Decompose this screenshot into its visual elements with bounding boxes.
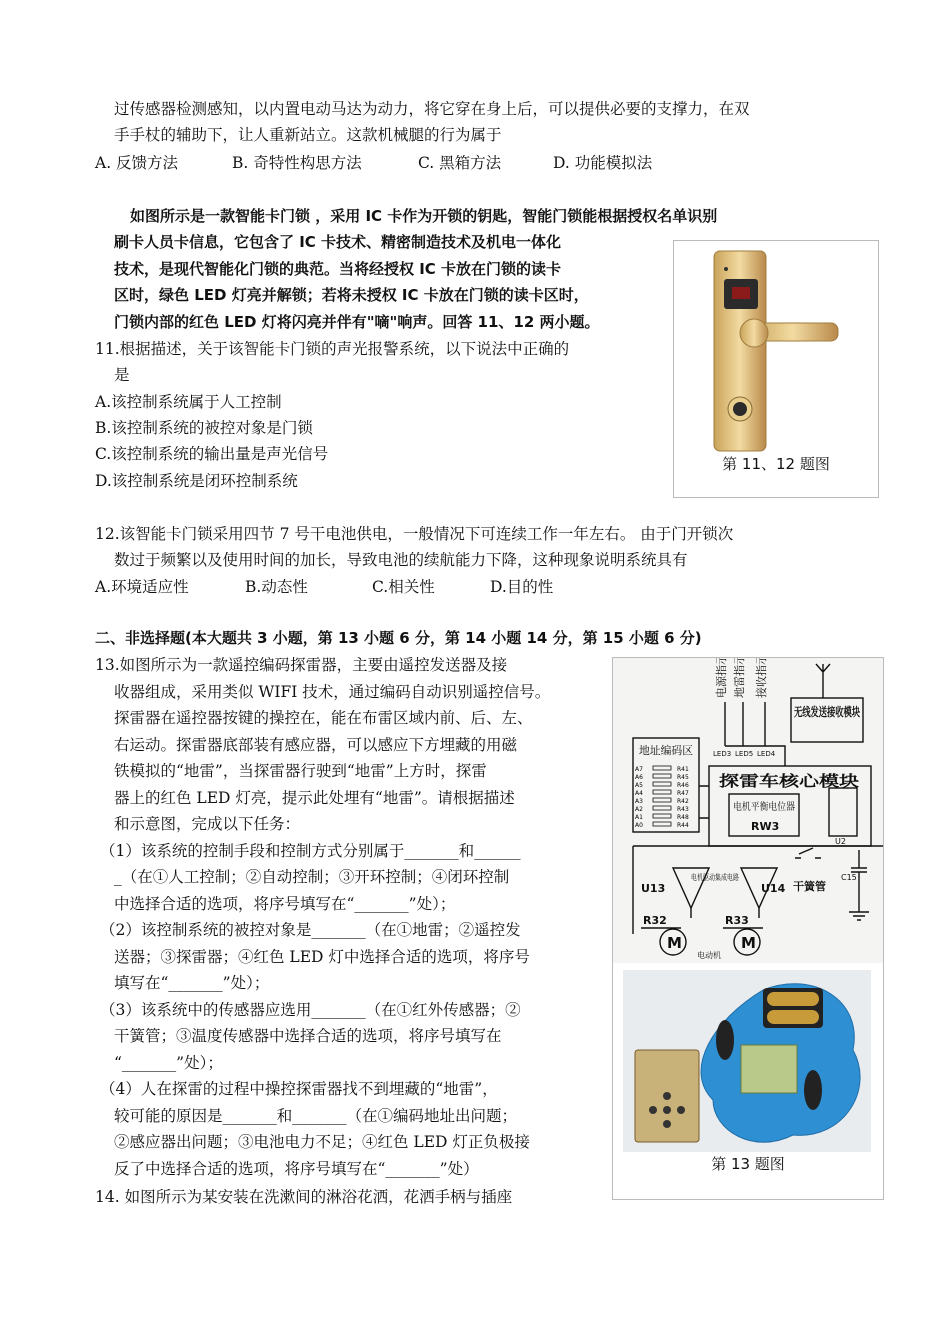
q12-stem-line1: 12.该智能卡门锁采用四节 7 号干电池供电，一般情况下可连续工作一年左右。 由于门开锁次	[95, 525, 734, 543]
u2-label: U2	[835, 837, 846, 846]
door-lock-figure	[673, 240, 879, 498]
address-resistor-label: R48	[677, 814, 689, 821]
q10-line2: 手手杖的辅助下，让人重新站立。这款机械腿的行为属于	[114, 126, 502, 144]
motor-right-symbol: M	[741, 934, 756, 952]
intro-line2: 刷卡人员卡信息，它包含了 IC 卡技术、精密制造技术及机电一体化	[114, 233, 562, 251]
balance-pot-label: 电机平衡电位器	[733, 802, 803, 813]
section-2-heading: 二、非选择题(本大题共 3 小题，第 13 小题 6 分，第 14 小题 14 分，第 15 小题 6 分)	[95, 629, 702, 647]
q13-line4: 右运动。探雷器底部装有感应器，可以感应下方埋藏的用磁	[114, 736, 518, 754]
intro-line3: 技术，是现代智能化门锁的典范。当将经授权 IC 卡放在门锁的读卡	[114, 260, 562, 278]
q11-option-c: C.该控制系统的输出量是声光信号	[95, 445, 329, 463]
q13-part4-line2: 较可能的原因是_______和_______（在①编码地址出问题；	[114, 1107, 518, 1125]
address-resistor-label: R46	[677, 782, 689, 789]
door-lock-illustration	[674, 241, 878, 456]
address-resistor-label: R43	[677, 806, 689, 813]
q13-part4-line3: ②感应器出问题；③电池电力不足；④红色 LED 灯正负极接	[114, 1133, 530, 1151]
q12-option-a: A.环境适应性	[95, 578, 189, 596]
address-pin-label: A0	[635, 822, 643, 829]
rw3-label: RW3	[751, 820, 780, 833]
q13-part3-line3: “_______”处）；	[114, 1054, 223, 1072]
q13-part2-line1: （2）该控制系统的被控对象是_______（在①地雷；②遥控发	[100, 921, 521, 939]
address-pin-label: A5	[635, 782, 643, 789]
intro-line5: 门锁内部的红色 LED 灯将闪亮并伴有"嘀"响声。回答 11、12 两小题。	[114, 313, 600, 331]
q13-part3-line2: 干簧管；③温度传感器中选择合适的选项，将序号填写在	[114, 1027, 502, 1045]
address-resistor-label: R44	[677, 822, 689, 829]
r32-label: R32	[643, 914, 667, 927]
address-resistor-label: R47	[677, 790, 689, 797]
led4-label: LED4	[757, 750, 776, 758]
q11-stem-line1: 11.根据描述，关于该智能卡门锁的声光报警系统，以下说法中正确的	[95, 340, 570, 358]
c15-label: C15	[841, 873, 857, 882]
figure-caption-13: 第 13 题图	[711, 1155, 785, 1173]
mine-detector-figure	[612, 657, 884, 1200]
q12-stem-line2: 数过于频繁以及使用时间的加长，导致电池的续航能力下降，这种现象说明系统具有	[114, 551, 688, 569]
q13-part2-line3: 填写在“_______”处）；	[114, 974, 270, 992]
led-label-mine: 地雷指示	[733, 658, 746, 698]
q13-line3: 探雷器在遥控器按键的操控在，能在布雷区域内前、后、左、	[114, 709, 533, 727]
address-pin-label: A3	[635, 798, 643, 805]
reed-switch-label: 干簧管	[793, 880, 826, 893]
q13-part4-line4: 反了中选择合适的选项，将序号填写在“_______”处）	[114, 1160, 479, 1178]
motor-left-symbol: M	[667, 934, 682, 952]
address-pin-label: A6	[635, 774, 643, 781]
address-resistor-label: R41	[677, 766, 689, 773]
motor-label: 电动机	[697, 951, 721, 960]
led-label-receive: 接收指示	[755, 658, 768, 698]
q12-option-d: D.目的性	[490, 578, 554, 596]
driver-ic-label: 电机驱动集成电路	[691, 873, 755, 882]
q13-part1-line3: 中选择合适的选项，将序号填写在“_______”处）；	[114, 895, 456, 913]
address-resistor-label: R45	[677, 774, 689, 781]
q13-part1-line1: （1）该系统的控制手段和控制方式分别属于_______和______	[100, 842, 521, 860]
q10-option-b: B. 奇特性构思方法	[232, 154, 362, 172]
mine-detector-photo	[613, 970, 883, 1160]
q11-option-d: D.该控制系统是闭环控制系统	[95, 472, 298, 490]
q10-option-c: C. 黑箱方法	[418, 154, 502, 172]
address-pin-label: A2	[635, 806, 643, 813]
q12-option-b: B.动态性	[245, 578, 308, 596]
q11-option-a: A.该控制系统属于人工控制	[95, 393, 282, 411]
address-resistor-label: R42	[677, 798, 689, 805]
q10-line1: 过传感器检测感知，以内置电动马达为动力，将它穿在身上后，可以提供必要的支撑力，在双	[114, 100, 750, 118]
q13-line6: 器上的红色 LED 灯亮，提示此处埋有“地雷”。请根据描述	[114, 789, 515, 807]
mine-detector-circuit-diagram	[613, 658, 883, 963]
intro-line1: 如图所示是一款智能卡门锁 ，采用 IC 卡作为开锁的钥匙，智能门锁能根据授权名单识别	[130, 207, 718, 225]
q13-part1-line2: _（在①人工控制；②自动控制；③开环控制；④闭环控制	[114, 868, 510, 886]
u14-label: U14	[761, 882, 786, 895]
q12-option-c: C.相关性	[372, 578, 435, 596]
led-label-power: 电源指示	[715, 658, 728, 698]
q13-part2-line2: 送器；③探雷器；④红色 LED 灯中选择合适的选项，将序号	[114, 948, 530, 966]
core-module-label: 探雷车核心模块	[719, 772, 859, 790]
q13-part3-line1: （3）该系统中的传感器应选用_______（在①红外传感器；②	[100, 1001, 521, 1019]
q11-option-b: B.该控制系统的被控对象是门锁	[95, 419, 313, 437]
r33-label: R33	[725, 914, 749, 927]
q14-line1: 14. 如图所示为某安装在洗漱间的淋浴花洒，花洒手柄与插座	[95, 1188, 513, 1206]
intro-line4: 区时，绿色 LED 灯亮并解锁；若将未授权 IC 卡放在门锁的读卡区时，	[114, 286, 589, 304]
q11-stem-line2: 是	[114, 366, 130, 384]
address-pin-label: A4	[635, 790, 643, 797]
q13-part4-line1: （4）人在探雷的过程中操控探雷器找不到埋藏的“地雷”，	[100, 1080, 498, 1098]
q13-line7: 和示意图，完成以下任务：	[114, 815, 301, 833]
address-area-label: 地址编码区	[639, 744, 694, 757]
q10-option-d: D. 功能模拟法	[553, 154, 653, 172]
address-pin-label: A7	[635, 766, 643, 773]
led5-label: LED5	[735, 750, 754, 758]
address-pin-label: A1	[635, 814, 643, 821]
wireless-module-label: 无线发送接收模块	[794, 705, 883, 719]
led3-label: LED3	[713, 750, 732, 758]
u13-label: U13	[641, 882, 666, 895]
figure-caption-11-12: 第 11、12 题图	[722, 455, 830, 473]
q13-line5: 铁模拟的“地雷”，当探雷器行驶到“地雷”上方时，探雷	[114, 762, 487, 780]
q10-option-a: A. 反馈方法	[95, 154, 179, 172]
q13-line2: 收器组成，采用类似 WIFI 技术，通过编码自动识别遥控信号。	[114, 683, 551, 701]
q13-line1: 13.如图所示为一款遥控编码探雷器，主要由遥控发送器及接	[95, 656, 508, 674]
